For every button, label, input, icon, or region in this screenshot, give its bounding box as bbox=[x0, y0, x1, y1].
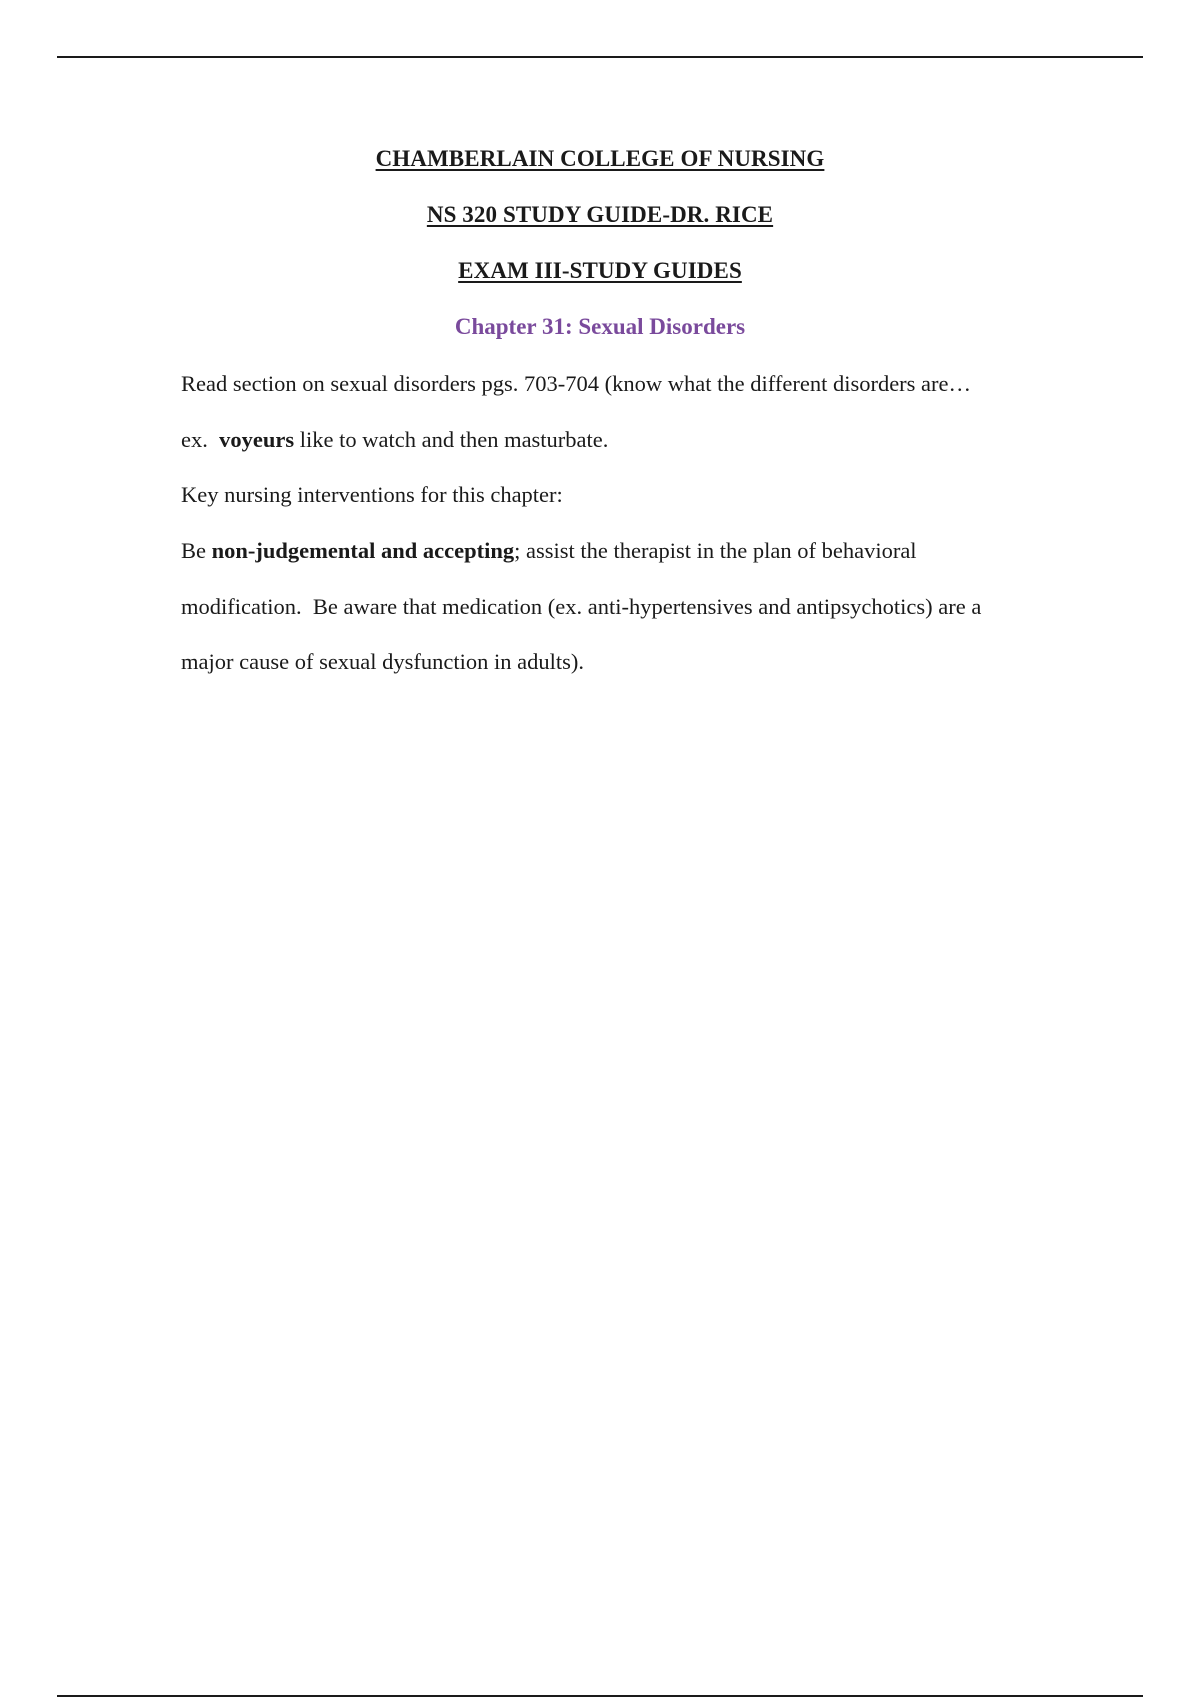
course-heading: NS 320 STUDY GUIDE-DR. RICE bbox=[426, 202, 774, 227]
top-rule bbox=[57, 56, 1143, 58]
line-2-suffix: like to watch and then masturbate. bbox=[294, 427, 609, 452]
line-4-prefix: Be bbox=[181, 538, 212, 563]
body-line-6: major cause of sexual dysfunction in adults). bbox=[181, 649, 585, 674]
exam-heading: EXAM III-STUDY GUIDES bbox=[458, 258, 742, 283]
college-heading: CHAMBERLAIN COLLEGE OF NURSING bbox=[375, 146, 825, 171]
line-4-suffix: ; assist the therapist in the plan of behavioral bbox=[514, 538, 917, 563]
body-line-1: Read section on sexual disorders pgs. 703-704 (know what the different disorders are… bbox=[181, 371, 972, 396]
non-judgemental-term: non-judgemental and accepting bbox=[211, 538, 515, 563]
chapter-title: Chapter 31: Sexual Disorders bbox=[454, 314, 746, 339]
body-line-5: modification. Be aware that medication (ex. anti-hypertensives and antipsychotics) are a bbox=[181, 594, 982, 619]
line-2-prefix: ex. bbox=[181, 427, 220, 452]
body-line-3: Key nursing interventions for this chapter: bbox=[181, 482, 563, 507]
voyeurs-term: voyeurs bbox=[219, 427, 295, 452]
body-line-4 bbox=[181, 538, 1081, 564]
body-line-2 bbox=[181, 427, 1081, 453]
bottom-rule bbox=[57, 1695, 1143, 1697]
